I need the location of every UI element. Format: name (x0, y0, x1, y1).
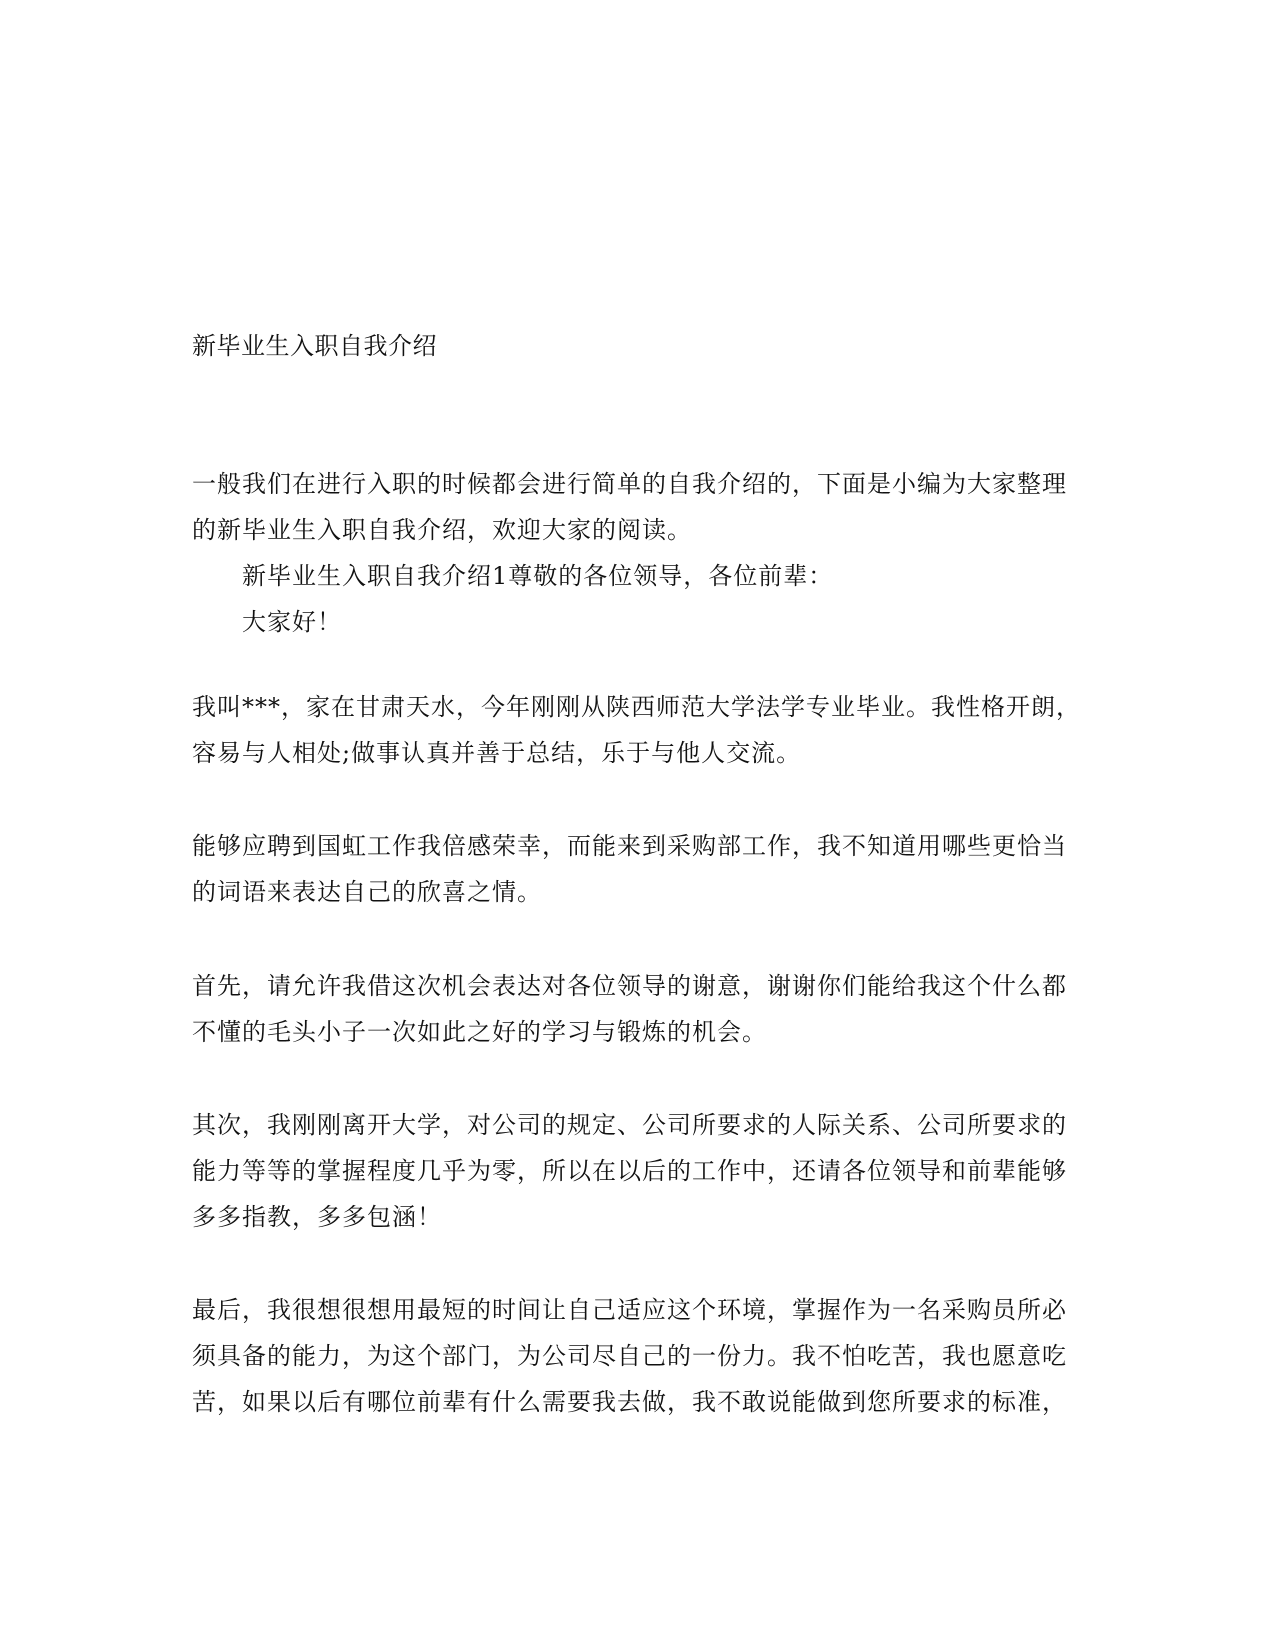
paragraph-line: 最后，我很想很想用最短的时间让自己适应这个环境，掌握作为一名采购员所必 (192, 1296, 1067, 1324)
paragraph-line: 一般我们在进行入职的时候都会进行简单的自我介绍的，下面是小编为大家整理 (192, 470, 1067, 498)
paragraph-line: 的新毕业生入职自我介绍，欢迎大家的阅读。 (192, 516, 692, 544)
paragraph-line: 不懂的毛头小子一次如此之好的学习与锻炼的机会。 (192, 1018, 767, 1046)
greeting-line: 新毕业生入职自我介绍1尊敬的各位领导，各位前辈： (242, 562, 834, 590)
document-title: 新毕业生入职自我介绍 (192, 332, 437, 360)
greeting-line: 大家好！ (242, 608, 342, 636)
paragraph-line: 我叫***，家在甘肃天水，今年刚刚从陕西师范大学法学专业毕业。我性格开朗， (192, 693, 1081, 721)
paragraph-line: 苦，如果以后有哪位前辈有什么需要我去做，我不敢说能做到您所要求的标准， (192, 1388, 1067, 1416)
paragraph-line: 的词语来表达自己的欣喜之情。 (192, 878, 542, 906)
paragraph-line: 其次，我刚刚离开大学，对公司的规定、公司所要求的人际关系、公司所要求的 (192, 1111, 1067, 1139)
paragraph-line: 能力等等的掌握程度几乎为零，所以在以后的工作中，还请各位领导和前辈能够 (192, 1157, 1067, 1185)
paragraph-line: 首先，请允许我借这次机会表达对各位领导的谢意，谢谢你们能给我这个什么都 (192, 972, 1067, 1000)
paragraph-line: 多多指教，多多包涵！ (192, 1203, 442, 1231)
paragraph-line: 须具备的能力，为这个部门，为公司尽自己的一份力。我不怕吃苦，我也愿意吃 (192, 1342, 1067, 1370)
paragraph-line: 容易与人相处;做事认真并善于总结，乐于与他人交流。 (192, 739, 802, 767)
paragraph-line: 能够应聘到国虹工作我倍感荣幸，而能来到采购部工作，我不知道用哪些更恰当 (192, 832, 1067, 860)
